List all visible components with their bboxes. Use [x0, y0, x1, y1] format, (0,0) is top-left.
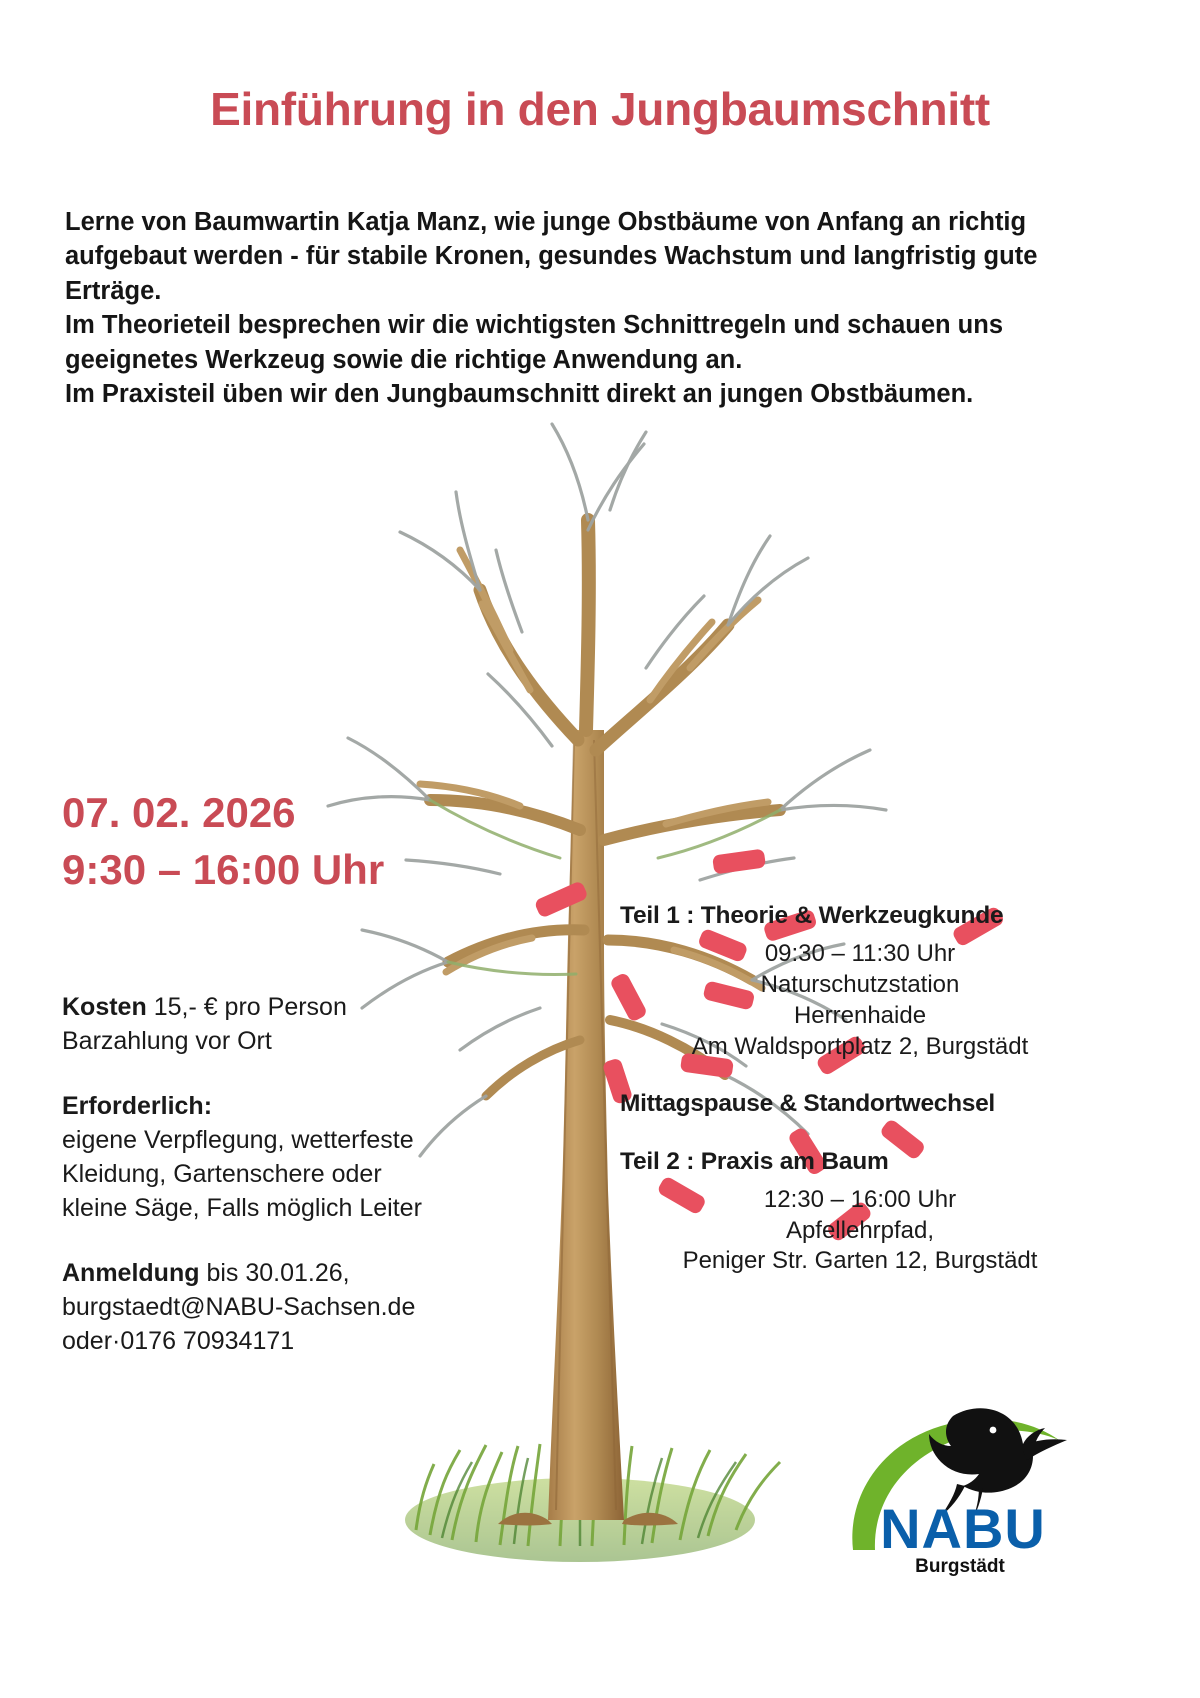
- requirements-line-1: eigene Verpflegung, wetterfeste: [62, 1125, 414, 1154]
- schedule-part1-address: Am Waldsportplatz 2, Burgstädt: [691, 1032, 1029, 1060]
- intro-paragraph-3: Im Praxisteil üben wir den Jungbaumschnitt direkt an jungen Obstbäumen.: [65, 380, 974, 409]
- event-date: 07. 02. 2026: [62, 789, 296, 836]
- schedule-part2-time: 12:30 – 16:00 Uhr: [763, 1185, 957, 1213]
- schedule-part2-place: Apfellehrpfad,: [785, 1216, 935, 1244]
- intro-text: [65, 205, 1075, 412]
- requirements-block: [62, 1089, 562, 1226]
- schedule-part2-heading: Teil 2 : Praxis am Baum: [620, 1147, 889, 1175]
- svg-text:NABU: NABU: [880, 1497, 1046, 1560]
- spacer-2: [62, 1226, 562, 1256]
- schedule-part2-address: Peniger Str. Garten 12, Burgstädt: [682, 1247, 1038, 1275]
- requirements-label: Erforderlich:: [62, 1091, 213, 1120]
- schedule-part1-heading: Teil 1 : Theorie & Werkzeugkunde: [620, 902, 1004, 929]
- costs-payment: Barzahlung vor Ort: [62, 1027, 272, 1056]
- registration-deadline: bis 30.01.26,: [206, 1258, 350, 1287]
- registration-block: [62, 1256, 562, 1359]
- costs-line: [62, 990, 562, 1024]
- spacer-5: [620, 1120, 1100, 1146]
- registration-line: [62, 1256, 562, 1290]
- spacer-4: [620, 1062, 1100, 1088]
- costs-block: [62, 990, 562, 1059]
- intro-paragraph-1: Lerne von Baumwartin Katja Manz, wie junge Obstbäume von Anfang an richtig aufgebaut werden - für stabile Kronen, gesundes Wachstum und langfristig gute Erträge.: [65, 208, 1038, 305]
- registration-email[interactable]: burgstaedt@NABU-Sachsen.de: [62, 1292, 416, 1321]
- requirements-line-2: Kleidung, Gartenschere oder: [62, 1160, 382, 1188]
- schedule-break-heading: Mittagspause & Standortwechsel: [620, 1090, 995, 1118]
- event-date-time: [62, 785, 384, 898]
- event-time: 9:30 – 16:00 Uhr: [62, 845, 385, 893]
- schedule-column: [620, 900, 1100, 1277]
- costs-label: Kosten: [62, 993, 147, 1021]
- spacer-1: [62, 1059, 562, 1089]
- intro-paragraph-2: Im Theorieteil besprechen wir die wichtigsten Schnittregeln und schauen uns geeignetes Werkzeug sowie die richtige Anwendung an.: [65, 311, 1004, 374]
- spacer-6: [620, 1177, 1100, 1185]
- schedule-part1-place-2: Herrenhaide: [793, 1001, 927, 1029]
- schedule-part1-place-1: Naturschutzstation: [760, 971, 960, 999]
- requirements-line-3: kleine Säge, Falls möglich Leiter: [62, 1194, 422, 1223]
- schedule-part1-time: 09:30 – 11:30 Uhr: [764, 940, 956, 968]
- page-title: Einführung in den Jungbaumschnitt: [210, 83, 990, 135]
- details-column: [62, 990, 562, 1358]
- spacer-3: [620, 931, 1100, 939]
- nabu-logo-subtitle: Burgstädt: [915, 1556, 1005, 1577]
- registration-label: Anmeldung: [62, 1258, 200, 1287]
- registration-phone[interactable]: oder·0176 70934171: [62, 1327, 295, 1355]
- costs-value: 15,- € pro Person: [153, 993, 347, 1021]
